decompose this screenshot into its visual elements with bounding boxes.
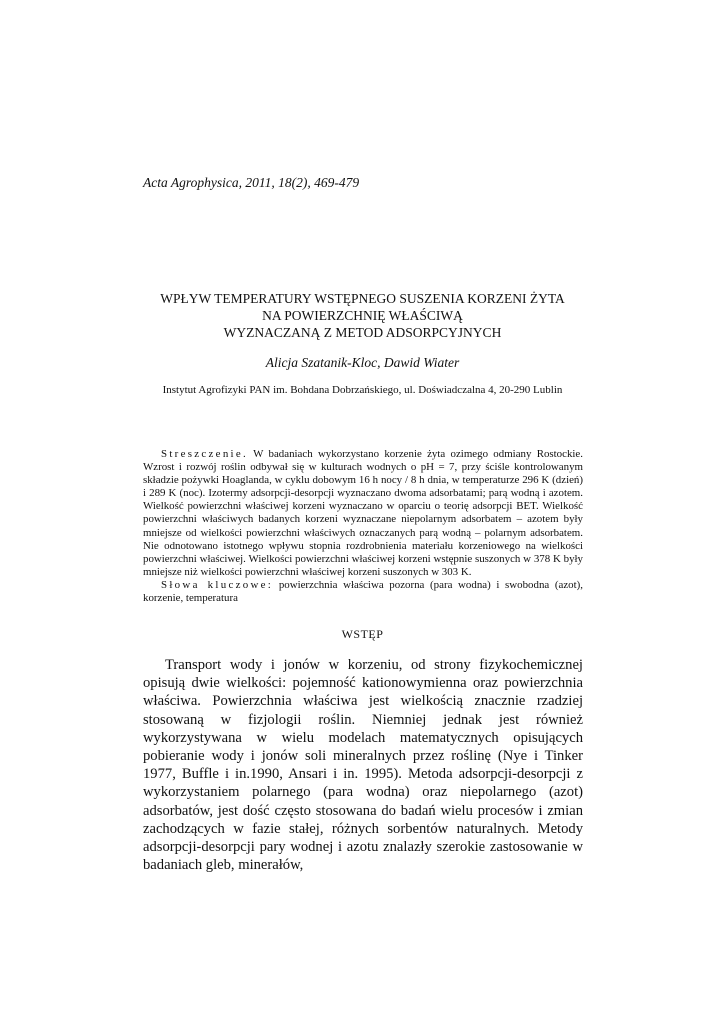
keywords-paragraph (143, 579, 583, 605)
abstract-label: Streszczenie. (161, 448, 249, 460)
title-line: WPŁYW TEMPERATURY WSTĘPNEGO SUSZENIA KORZENI ŻYTA (160, 291, 565, 306)
journal-reference: Acta Agrophysica, 2011, 18(2), 469-479 (143, 175, 360, 190)
paper-title (100, 290, 625, 341)
authors: Alicja Szatanik-Kloc, Dawid Wiater (265, 355, 460, 370)
abstract (143, 448, 583, 605)
section-heading: WSTĘP (341, 627, 384, 641)
intro-paragraph: Transport wody i jonów w korzeniu, od strony fizykochemicznej opisują dwie wielkości: pojemność kationowymienna oraz powierzchnia właściwa. Powierzchnia właściwa jest wielkością znacznie rzadziej stosowaną w fizjologii roślin. Niemniej jednak jest również wykorzystywana w wielu modelach matematycznych opisujących pobieranie wody i jonów soli mineralnych przez roślinę (Nye i Tinker 1977, Buffle i in.1990, Ansari i in. 1995). Metoda adsorpcji-desorpcji z wykorzystaniem polarnego (para wodna) oraz niepolarnego (azot) adsorbatów, jest dość często stosowana do badań wielu procesów i zmian zachodzących w fazie stałej, różnych sorbentów naturalnych. Metody adsorpcji-desorpcji pary wodnej i azotu znalazły szerokie zastosowanie w badaniach gleb, minerałów, (143, 657, 583, 874)
abstract-text: W badaniach wykorzystano korzenie żyta ozimego odmiany Rostockie. Wzrost i rozwój roślin odbywał się w kulturach wodnych o pH = 7, przy ściśle kontrolowanym składzie pożywki Hoaglanda, w cyklu dobowym 16 h nocy / 8 h dnia, w temperaturze 296 K (dzień) i 289 K (noc). Izotermy adsorpcji-desorpcji wyznaczano dwoma adsorbatami; parą wodną i azotem. Wielkość powierzchni właściwej korzeni wyznaczano w oparciu o teorię adsorpcji BET. Wielkość powierzchni właściwych badanych korzeni wyznaczane niepolarnym adsorbatem – azotem były mniejsze od wielkości powierzchni właściwych oznaczanych parą wodną – polarnym adsorbatem. Nie odnotowano istotnego wpływu stopnia rozdrobnienia materiału korzeniowego na wielkości powierzchni właściwej. Wielkości powierzchni właściwej korzeni wstępnie suszonych w 378 K były mniejsze niż wielkości powierzchni właściwej korzeni suszonych w 303 K. (143, 448, 583, 578)
affiliation: Instytut Agrofizyki PAN im. Bohdana Dobrzańskiego, ul. Doświadczalna 4, 20-290 Lublin (162, 384, 563, 396)
keywords-text: powierzchnia właściwa pozorna (para wodna) i swobodna (azot), korzenie, temperatura (143, 578, 583, 605)
keywords-label: Słowa kluczowe: (161, 578, 274, 591)
title-line: NA POWIERZCHNIĘ WŁAŚCIWĄ (262, 308, 463, 323)
body-text (143, 656, 583, 874)
title-line: WYZNACZANĄ Z METOD ADSORPCYJNYCH (223, 325, 502, 340)
abstract-paragraph (143, 448, 583, 579)
